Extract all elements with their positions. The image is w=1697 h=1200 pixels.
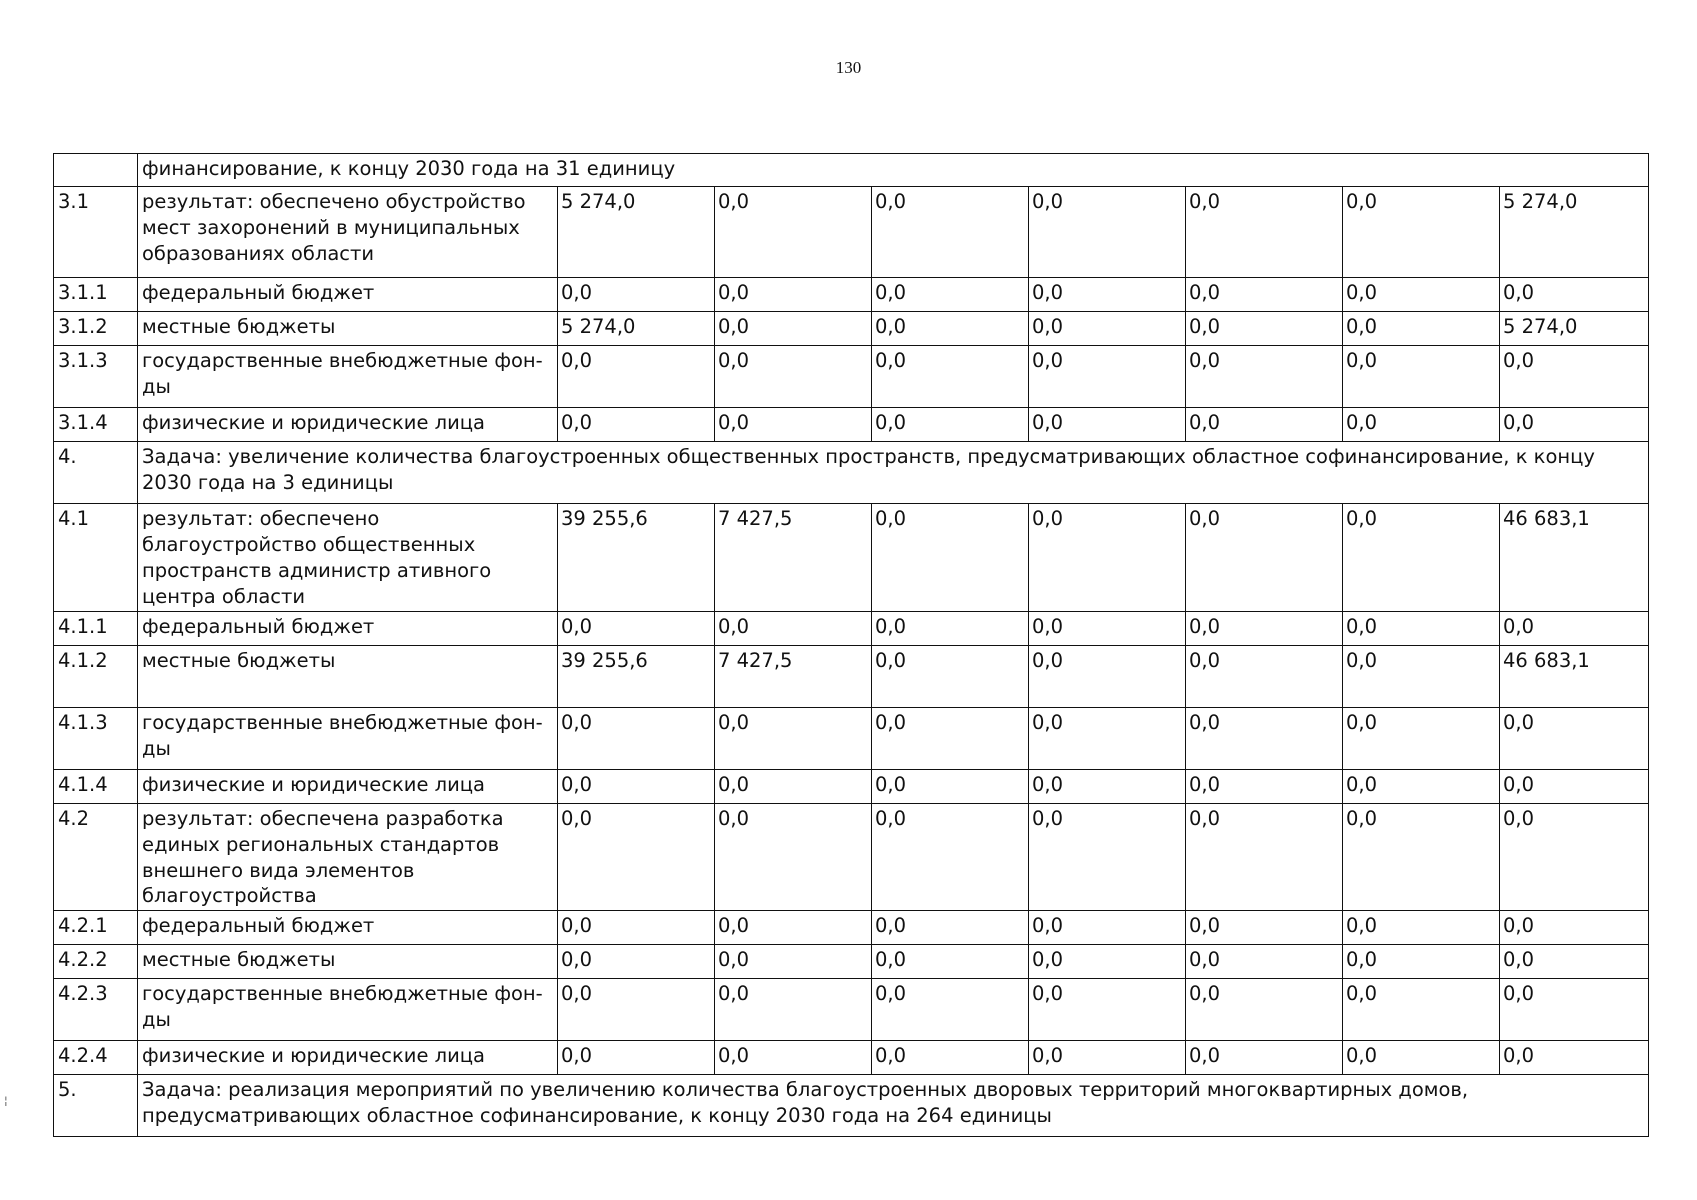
- row-total: 0,0: [1500, 346, 1649, 408]
- row-value: 0,0: [1029, 611, 1186, 645]
- row-value: 0,0: [872, 769, 1029, 803]
- row-value: 0,0: [1186, 408, 1343, 442]
- row-value: 0,0: [1343, 945, 1500, 979]
- table-row: [54, 611, 1649, 645]
- row-value: 0,0: [1029, 645, 1186, 707]
- row-name: физические и юридические лица: [138, 1041, 558, 1075]
- table-row: [54, 803, 1649, 911]
- row-code: 3.1.1: [54, 278, 138, 312]
- row-total: 0,0: [1500, 803, 1649, 911]
- row-name: государственные внебюджетные фон-ды: [138, 979, 558, 1041]
- row-value: 0,0: [872, 979, 1029, 1041]
- row-name: результат: обеспечена разработка единых региональных стандартов внешнего вида элементов благоустройства: [138, 803, 558, 911]
- row-value: 0,0: [715, 278, 872, 312]
- row-value: 0,0: [1186, 1041, 1343, 1075]
- row-value: 0,0: [558, 707, 715, 769]
- row-code: 4.2.2: [54, 945, 138, 979]
- table-row: [54, 187, 1649, 278]
- row-total: 0,0: [1500, 911, 1649, 945]
- row-code: 4.1.4: [54, 769, 138, 803]
- row-code: [54, 154, 138, 187]
- row-name: физические и юридические лица: [138, 408, 558, 442]
- row-value: 0,0: [715, 803, 872, 911]
- row-total: 0,0: [1500, 945, 1649, 979]
- row-value: 0,0: [1029, 408, 1186, 442]
- row-value: 0,0: [715, 911, 872, 945]
- row-value: 0,0: [1029, 312, 1186, 346]
- row-value: 7 427,5: [715, 504, 872, 612]
- row-code: 3.1: [54, 187, 138, 278]
- row-name: федеральный бюджет: [138, 278, 558, 312]
- row-name: местные бюджеты: [138, 945, 558, 979]
- row-value: 0,0: [715, 312, 872, 346]
- row-value: 0,0: [1343, 346, 1500, 408]
- row-value: 39 255,6: [558, 645, 715, 707]
- row-value: 0,0: [1186, 707, 1343, 769]
- row-total: 46 683,1: [1500, 504, 1649, 612]
- task-row: [54, 442, 1649, 504]
- row-value: 0,0: [872, 187, 1029, 278]
- row-value: 0,0: [1343, 769, 1500, 803]
- row-value: 0,0: [1186, 312, 1343, 346]
- table-row: [54, 979, 1649, 1041]
- row-code: 4.: [54, 442, 138, 504]
- row-value: 0,0: [1343, 979, 1500, 1041]
- row-value: 0,0: [715, 187, 872, 278]
- row-value: 0,0: [1343, 803, 1500, 911]
- row-value: 0,0: [1186, 346, 1343, 408]
- row-value: 0,0: [872, 911, 1029, 945]
- task-row: [54, 154, 1649, 187]
- row-value: 0,0: [558, 1041, 715, 1075]
- row-value: 0,0: [1343, 187, 1500, 278]
- row-value: 39 255,6: [558, 504, 715, 612]
- row-value: 0,0: [1186, 278, 1343, 312]
- row-value: 0,0: [1029, 1041, 1186, 1075]
- row-value: 5 274,0: [558, 312, 715, 346]
- row-value: 5 274,0: [558, 187, 715, 278]
- row-value: 0,0: [1343, 645, 1500, 707]
- row-value: 0,0: [1343, 504, 1500, 612]
- row-code: 4.2.1: [54, 911, 138, 945]
- row-name: государственные внебюджетные фон-ды: [138, 346, 558, 408]
- row-value: 0,0: [872, 278, 1029, 312]
- margin-mark: ¦: [4, 1094, 8, 1107]
- row-value: 0,0: [558, 611, 715, 645]
- row-name: результат: обеспечено обустройство мест захоронений в муниципальных образованиях области: [138, 187, 558, 278]
- row-value: 0,0: [1029, 945, 1186, 979]
- table-row: [54, 769, 1649, 803]
- row-value: 0,0: [1186, 945, 1343, 979]
- row-value: 0,0: [872, 1041, 1029, 1075]
- page-number: 130: [835, 58, 862, 77]
- row-total: 5 274,0: [1500, 187, 1649, 278]
- row-value: 0,0: [872, 645, 1029, 707]
- row-total: 0,0: [1500, 278, 1649, 312]
- row-value: 0,0: [1186, 504, 1343, 612]
- row-code: 5.: [54, 1075, 138, 1137]
- row-value: 0,0: [558, 346, 715, 408]
- row-value: 0,0: [1029, 504, 1186, 612]
- task-text: Задача: реализация мероприятий по увеличению количества благоустроенных дворовых территорий многоквартирных домов, предусматривающих областное софинансирование, к концу 2030 года на 264 единицы: [138, 1075, 1649, 1137]
- row-code: 3.1.4: [54, 408, 138, 442]
- task-row: [54, 1075, 1649, 1137]
- row-total: 0,0: [1500, 769, 1649, 803]
- row-value: 0,0: [715, 346, 872, 408]
- row-value: 0,0: [1343, 1041, 1500, 1075]
- row-name: федеральный бюджет: [138, 611, 558, 645]
- row-value: 0,0: [558, 803, 715, 911]
- row-value: 0,0: [1343, 408, 1500, 442]
- row-value: 0,0: [1029, 769, 1186, 803]
- row-total: 0,0: [1500, 707, 1649, 769]
- row-value: 0,0: [872, 803, 1029, 911]
- row-code: 3.1.2: [54, 312, 138, 346]
- row-name: государственные внебюджетные фон-ды: [138, 707, 558, 769]
- row-code: 4.2: [54, 803, 138, 911]
- row-value: 0,0: [1029, 187, 1186, 278]
- financing-table: [53, 153, 1649, 1137]
- row-total: 0,0: [1500, 611, 1649, 645]
- row-value: 0,0: [1029, 346, 1186, 408]
- row-value: 0,0: [558, 945, 715, 979]
- table-row: [54, 504, 1649, 612]
- row-name: результат: обеспечено благоустройство общественных пространств администр ативного центра области: [138, 504, 558, 612]
- row-name: местные бюджеты: [138, 645, 558, 707]
- row-value: 0,0: [1343, 611, 1500, 645]
- row-total: 0,0: [1500, 1041, 1649, 1075]
- row-value: 0,0: [715, 707, 872, 769]
- row-value: 0,0: [715, 945, 872, 979]
- row-name: федеральный бюджет: [138, 911, 558, 945]
- row-value: 0,0: [1029, 979, 1186, 1041]
- row-value: 0,0: [872, 312, 1029, 346]
- row-value: 0,0: [872, 504, 1029, 612]
- row-value: 0,0: [715, 979, 872, 1041]
- row-value: 0,0: [1029, 707, 1186, 769]
- table-row: [54, 707, 1649, 769]
- row-code: 4.2.4: [54, 1041, 138, 1075]
- row-value: 7 427,5: [715, 645, 872, 707]
- row-value: 0,0: [1343, 707, 1500, 769]
- row-value: 0,0: [1029, 911, 1186, 945]
- table-row: [54, 1041, 1649, 1075]
- row-value: 0,0: [872, 408, 1029, 442]
- row-code: 4.2.3: [54, 979, 138, 1041]
- row-value: 0,0: [558, 911, 715, 945]
- table-row: [54, 945, 1649, 979]
- row-value: 0,0: [715, 611, 872, 645]
- table-row: [54, 911, 1649, 945]
- row-code: 4.1.1: [54, 611, 138, 645]
- row-value: 0,0: [715, 769, 872, 803]
- row-code: 4.1.2: [54, 645, 138, 707]
- row-value: 0,0: [872, 707, 1029, 769]
- row-value: 0,0: [558, 769, 715, 803]
- table-row: [54, 278, 1649, 312]
- row-value: 0,0: [1343, 312, 1500, 346]
- table-row: [54, 312, 1649, 346]
- row-value: 0,0: [1186, 645, 1343, 707]
- row-value: 0,0: [872, 945, 1029, 979]
- row-value: 0,0: [558, 278, 715, 312]
- table-row: [54, 408, 1649, 442]
- row-value: 0,0: [715, 408, 872, 442]
- row-value: 0,0: [1186, 611, 1343, 645]
- row-total: 0,0: [1500, 408, 1649, 442]
- row-code: 4.1: [54, 504, 138, 612]
- row-value: 0,0: [1343, 278, 1500, 312]
- row-value: 0,0: [1186, 911, 1343, 945]
- task-text: финансирование, к концу 2030 года на 31 единицу: [138, 154, 1649, 187]
- row-value: 0,0: [558, 979, 715, 1041]
- row-value: 0,0: [1343, 911, 1500, 945]
- row-value: 0,0: [1186, 769, 1343, 803]
- row-value: 0,0: [872, 611, 1029, 645]
- row-value: 0,0: [715, 1041, 872, 1075]
- row-value: 0,0: [1186, 979, 1343, 1041]
- row-total: 46 683,1: [1500, 645, 1649, 707]
- row-name: местные бюджеты: [138, 312, 558, 346]
- row-value: 0,0: [1186, 187, 1343, 278]
- table-row: [54, 346, 1649, 408]
- row-value: 0,0: [1029, 803, 1186, 911]
- row-name: физические и юридические лица: [138, 769, 558, 803]
- task-text: Задача: увеличение количества благоустроенных общественных пространств, предусматривающих областное софинансирование, к концу 2030 года на 3 единицы: [138, 442, 1649, 504]
- row-code: 4.1.3: [54, 707, 138, 769]
- row-value: 0,0: [872, 346, 1029, 408]
- row-code: 3.1.3: [54, 346, 138, 408]
- row-total: 5 274,0: [1500, 312, 1649, 346]
- row-value: 0,0: [1186, 803, 1343, 911]
- table-row: [54, 645, 1649, 707]
- table-body: [54, 154, 1649, 1137]
- row-total: 0,0: [1500, 979, 1649, 1041]
- row-value: 0,0: [558, 408, 715, 442]
- row-value: 0,0: [1029, 278, 1186, 312]
